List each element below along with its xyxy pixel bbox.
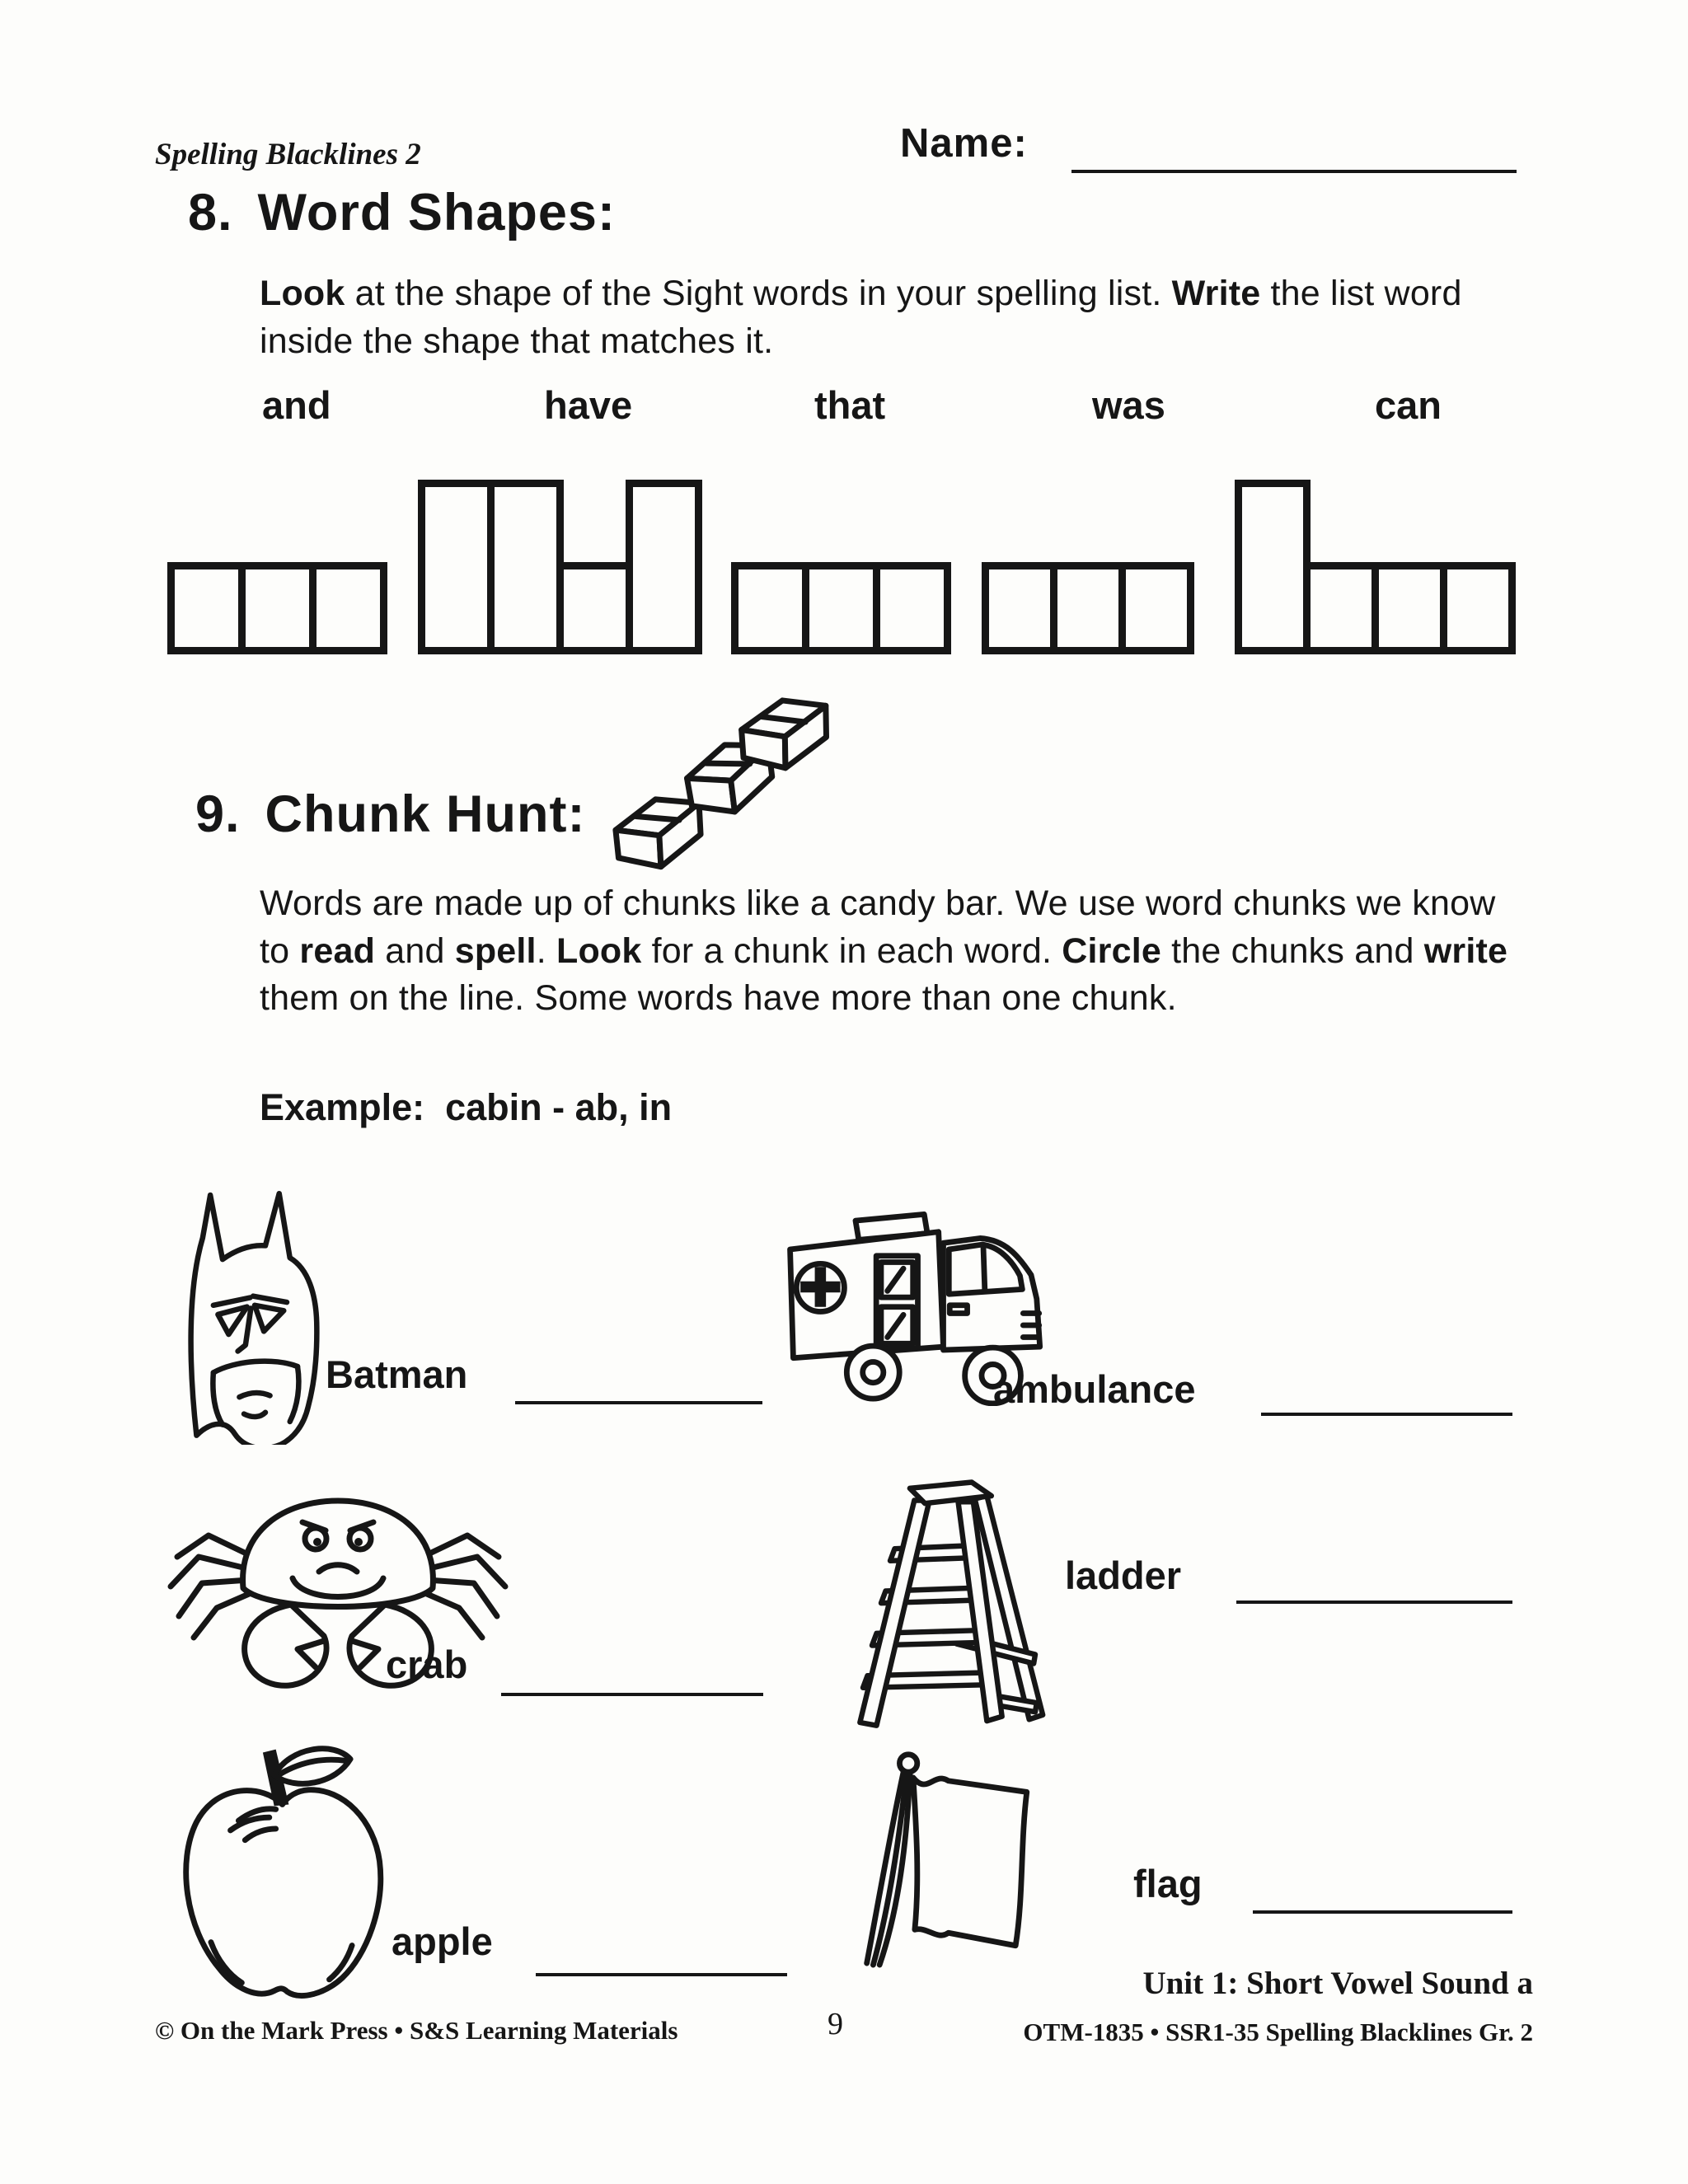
example-text: cabin - ab, in <box>445 1086 673 1128</box>
section8-title: Word Shapes: <box>257 184 616 241</box>
item-label-batman: Batman <box>326 1352 468 1396</box>
letter-box-short <box>238 562 316 654</box>
letter-box-short <box>802 562 880 654</box>
word-shape-box-4 <box>982 562 1194 654</box>
letter-box-tall <box>626 480 702 654</box>
candy-bar-chunks-icon <box>606 694 830 874</box>
word-shape-box-1 <box>167 562 387 654</box>
answer-line-ambulance <box>1261 1413 1512 1416</box>
section8-number: 8. <box>188 184 233 241</box>
book-title: Spelling Blacklines 2 <box>155 138 421 171</box>
letter-box-tall <box>418 480 495 654</box>
item-label-ladder: ladder <box>1065 1554 1182 1597</box>
letter-box-short <box>167 562 246 654</box>
letter-box-short <box>1372 562 1447 654</box>
item-label-flag: flag <box>1133 1862 1203 1905</box>
item-label-ambulance: ambulance <box>993 1367 1196 1411</box>
footer-unit: Unit 1: Short Vowel Sound a <box>1142 1966 1533 2001</box>
answer-line-ladder <box>1236 1601 1512 1604</box>
example-label: Example: <box>260 1086 425 1128</box>
letter-box-short <box>1118 562 1194 654</box>
footer-copyright: © On the Mark Press • S&S Learning Materials <box>155 2016 678 2045</box>
section9-number: 9. <box>195 785 241 843</box>
letter-box-short <box>731 562 809 654</box>
letter-box-tall <box>1235 480 1311 654</box>
letter-box-short <box>982 562 1057 654</box>
letter-box-short <box>1050 562 1126 654</box>
apple-icon <box>161 1739 404 2013</box>
ladder-icon <box>845 1469 1071 1741</box>
answer-line-batman <box>515 1401 762 1404</box>
answer-line-apple <box>536 1973 787 1976</box>
letter-box-short <box>309 562 387 654</box>
section8-heading <box>188 183 616 242</box>
word-shape-box-2 <box>418 480 702 654</box>
spelling-word-and: and <box>262 383 331 427</box>
flag-icon <box>857 1746 1129 1970</box>
letter-box-short <box>1440 562 1516 654</box>
item-label-crab: crab <box>386 1643 468 1686</box>
section9-instructions: Words are made up of chunks like a candy bar. We use word chunks we know to read and spell. Look for a chunk in each word. Circle the chunks and write them on the line. Some words have more than one chunk. <box>260 883 1508 1019</box>
spelling-word-can: can <box>1375 383 1442 427</box>
spelling-word-have: have <box>544 383 633 427</box>
batman-head-icon <box>169 1183 330 1445</box>
section9-heading <box>195 785 585 844</box>
answer-line-crab <box>501 1693 763 1696</box>
spelling-word-that: that <box>814 383 886 427</box>
word-shape-box-3 <box>731 562 951 654</box>
name-answer-line <box>1071 170 1517 173</box>
item-label-apple: apple <box>392 1919 493 1963</box>
example-line <box>260 1086 672 1129</box>
letter-box-short <box>556 562 633 654</box>
word-shape-box-5 <box>1235 480 1516 654</box>
letter-box-tall <box>487 480 564 654</box>
spelling-word-was: was <box>1092 383 1165 427</box>
letter-box-short <box>873 562 951 654</box>
footer-code: OTM-1835 • SSR1-35 Spelling Blacklines Gr. 2 <box>1023 2018 1533 2046</box>
footer-page-number: 9 <box>828 2007 843 2041</box>
letter-box-short <box>1303 562 1379 654</box>
answer-line-flag <box>1253 1910 1512 1914</box>
name-label: Name: <box>900 121 1028 166</box>
section8-instructions: Look at the shape of the Sight words in your spelling list. Write the list word inside the shape that matches it. <box>260 274 1462 361</box>
section9-title: Chunk Hunt: <box>265 785 586 843</box>
